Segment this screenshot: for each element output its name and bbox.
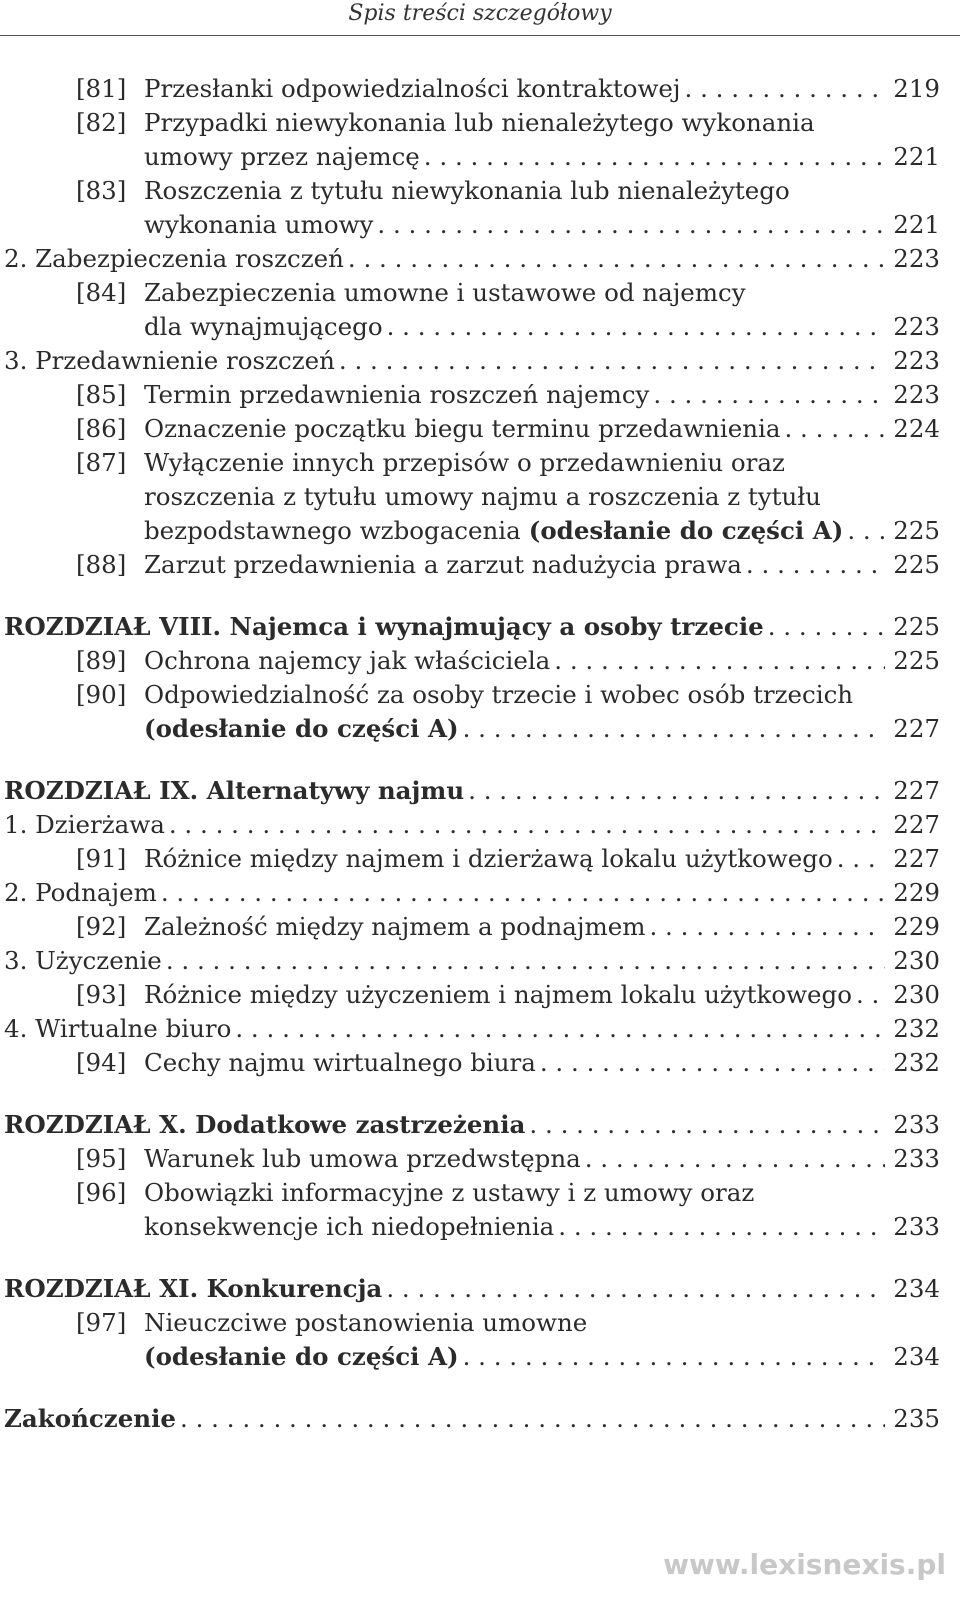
toc-entry[interactable] [144,310,940,344]
dot-leader [231,1012,885,1046]
entry-title: Oznaczenie początku biegu terminu przedawnienia [144,414,781,443]
page-number: 223 [893,380,940,409]
toc-chapter[interactable] [4,610,940,644]
entry-title: Różnice między użyczeniem i najmem lokalu użytkowego [144,980,852,1009]
page-number: 219 [893,74,940,103]
dot-leader [843,514,885,548]
entry-number: [90] [76,680,127,709]
entry-title: wykonania umowy [144,210,374,239]
page-number: 234 [893,1342,940,1371]
page-number: 223 [893,244,940,273]
page-number: 223 [893,312,940,341]
dot-leader [581,1142,886,1176]
dot-leader [554,1210,885,1244]
running-header [0,0,960,36]
toc-chapter[interactable] [4,774,940,808]
page-number: 225 [893,646,940,675]
entry-number: [97] [76,1308,127,1337]
toc-entry[interactable] [144,712,940,746]
toc-entry[interactable] [76,978,940,1012]
page-number: 223 [893,346,940,375]
entry-title-line: Nieuczciwe postanowienia umowne [144,1308,588,1337]
page-number: 227 [893,810,940,839]
dot-leader [373,208,885,242]
dot-leader [162,944,885,978]
toc-entry[interactable] [76,644,940,678]
entry-number: [88] [76,550,127,579]
dot-leader [459,1340,886,1374]
entry-number: [85] [76,380,127,409]
toc-entry[interactable] [76,1046,940,1080]
chapter-title: Zakończenie [4,1404,177,1433]
toc-section[interactable] [4,808,940,842]
toc-section[interactable] [4,344,940,378]
entry-number: [95] [76,1144,127,1173]
toc-entry[interactable] [76,378,940,412]
entry-number: [87] [76,448,127,477]
section-title: 2. Zabezpieczenia roszczeń [4,244,344,273]
entry-title: Zależność między najmem a podnajmem [144,912,646,941]
publisher-url: www.lexisnexis.pl [663,1548,946,1581]
toc-chapter[interactable] [4,1108,940,1142]
entry-title: Warunek lub umowa przedwstępna [144,1144,581,1173]
toc-entry[interactable] [144,514,940,548]
chapter-title: ROZDZIAŁ VIII. Najemca i wynajmujący a osoby trzecie [4,612,764,641]
chapter-title: ROZDZIAŁ X. Dodatkowe zastrzeżenia [4,1110,526,1139]
entry-title: umowy przez najemcę [144,142,420,171]
page-number: 234 [893,1274,940,1303]
dot-leader [536,1046,885,1080]
dot-leader [550,644,885,678]
toc-section[interactable] [4,242,940,276]
entry-title-line: Przypadki niewykonania lub nienależytego wykonania [144,108,815,137]
dot-leader [645,910,885,944]
entry-title: Różnice między najmem i dzierżawą lokalu użytkowego [144,844,833,873]
entry-number: [84] [76,278,127,307]
entry-title-line: Wyłączenie innych przepisów o przedawnieniu oraz [144,448,785,477]
entry-number: [91] [76,844,127,873]
cross-reference: (odesłanie do części A) [144,1342,459,1371]
entry-number: [82] [76,108,127,137]
dot-leader [459,712,886,746]
dot-leader [780,412,885,446]
toc-entry[interactable] [76,1142,940,1176]
entry-title: konsekwencje ich niedopełnienia [144,1212,555,1241]
toc-chapter[interactable] [4,1402,940,1436]
dot-leader [176,1402,885,1436]
entry-title: Termin przedawnienia roszczeń najemcy [144,380,650,409]
dot-leader [382,1272,885,1306]
header-title: Spis treści szczegółowy [348,1,612,26]
toc-entry[interactable] [76,548,940,582]
page-number: 227 [893,844,940,873]
page-number: 233 [893,1110,940,1139]
toc-section[interactable] [4,944,940,978]
entry-number: [81] [76,74,127,103]
dot-leader [165,808,885,842]
section-title: 4. Wirtualne biuro [4,1014,232,1043]
dot-leader [833,842,886,876]
entry-title: Ochrona najemcy jak właściciela [144,646,551,675]
entry-title: Zarzut przedawnienia a zarzut nadużycia prawa [144,550,742,579]
page-number: 233 [893,1144,940,1173]
entry-number: [86] [76,414,127,443]
page-number: 225 [893,612,940,641]
page-number: 235 [893,1404,940,1433]
page-number: 230 [893,980,940,1009]
entry-title-line: Zabezpieczenia umowne i ustawowe od najemcy [144,278,746,307]
page-number: 225 [893,550,940,579]
dot-leader [852,978,885,1012]
page-number: 225 [893,516,940,545]
dot-leader [335,344,885,378]
page-number: 232 [893,1048,940,1077]
page-number: 229 [893,912,940,941]
section-title: 3. Przedawnienie roszczeń [4,346,335,375]
toc-entry[interactable] [144,1340,940,1374]
entry-number: [93] [76,980,127,1009]
entry-number: [89] [76,646,127,675]
toc-entry[interactable] [144,208,940,242]
entry-title-line: roszczenia z tytułu umowy najmu a roszczenia z tytułu [144,482,821,511]
dot-leader [649,378,885,412]
page-number: 227 [893,776,940,805]
toc-section[interactable] [4,876,940,910]
entry-number: [96] [76,1178,127,1207]
dot-leader [344,242,885,276]
entry-number: [94] [76,1048,127,1077]
toc-section[interactable] [4,1012,940,1046]
entry-title-line: Odpowiedzialność za osoby trzecie i wobec osób trzecich [144,680,854,709]
toc-entry[interactable] [76,910,940,944]
entry-title: dla wynajmującego [144,312,383,341]
entry-title: Cechy najmu wirtualnego biura [144,1048,536,1077]
page-number: 230 [893,946,940,975]
dot-leader [383,310,886,344]
dot-leader [525,1108,885,1142]
entry-title: bezpodstawnego wzbogacenia [144,516,521,545]
entry-title: Przesłanki odpowiedzialności kontraktowej [144,74,681,103]
toc-entry[interactable] [144,1210,940,1244]
page-number: 232 [893,1014,940,1043]
entry-number: [92] [76,912,127,941]
dot-leader [157,876,885,910]
page-number: 227 [893,714,940,743]
toc-chapter[interactable] [4,1272,940,1306]
cross-reference: (odesłanie do części A) [528,516,844,545]
page-number: 221 [893,210,940,239]
toc-entry[interactable] [76,72,940,106]
dot-leader [742,548,885,582]
toc-entry[interactable] [76,842,940,876]
toc-entry[interactable] [76,412,940,446]
page-number: 221 [893,142,940,171]
toc-entry[interactable] [144,140,940,174]
section-title: 2. Podnajem [4,878,157,907]
page-number: 229 [893,878,940,907]
chapter-title: ROZDZIAŁ XI. Konkurencja [4,1274,383,1303]
dot-leader [764,610,886,644]
entry-number: [83] [76,176,127,205]
section-title: 3. Użyczenie [4,946,162,975]
chapter-title: ROZDZIAŁ IX. Alternatywy najmu [4,776,465,805]
page-number: 224 [893,414,940,443]
cross-reference: (odesłanie do części A) [144,714,459,743]
dot-leader [681,72,886,106]
page-number: 233 [893,1212,940,1241]
section-title: 1. Dzierżawa [4,810,165,839]
entry-title-line: Obowiązki informacyjne z ustawy i z umowy oraz [144,1178,755,1207]
dot-leader [464,774,885,808]
dot-leader [420,140,885,174]
entry-title-line: Roszczenia z tytułu niewykonania lub nienależytego [144,176,790,205]
